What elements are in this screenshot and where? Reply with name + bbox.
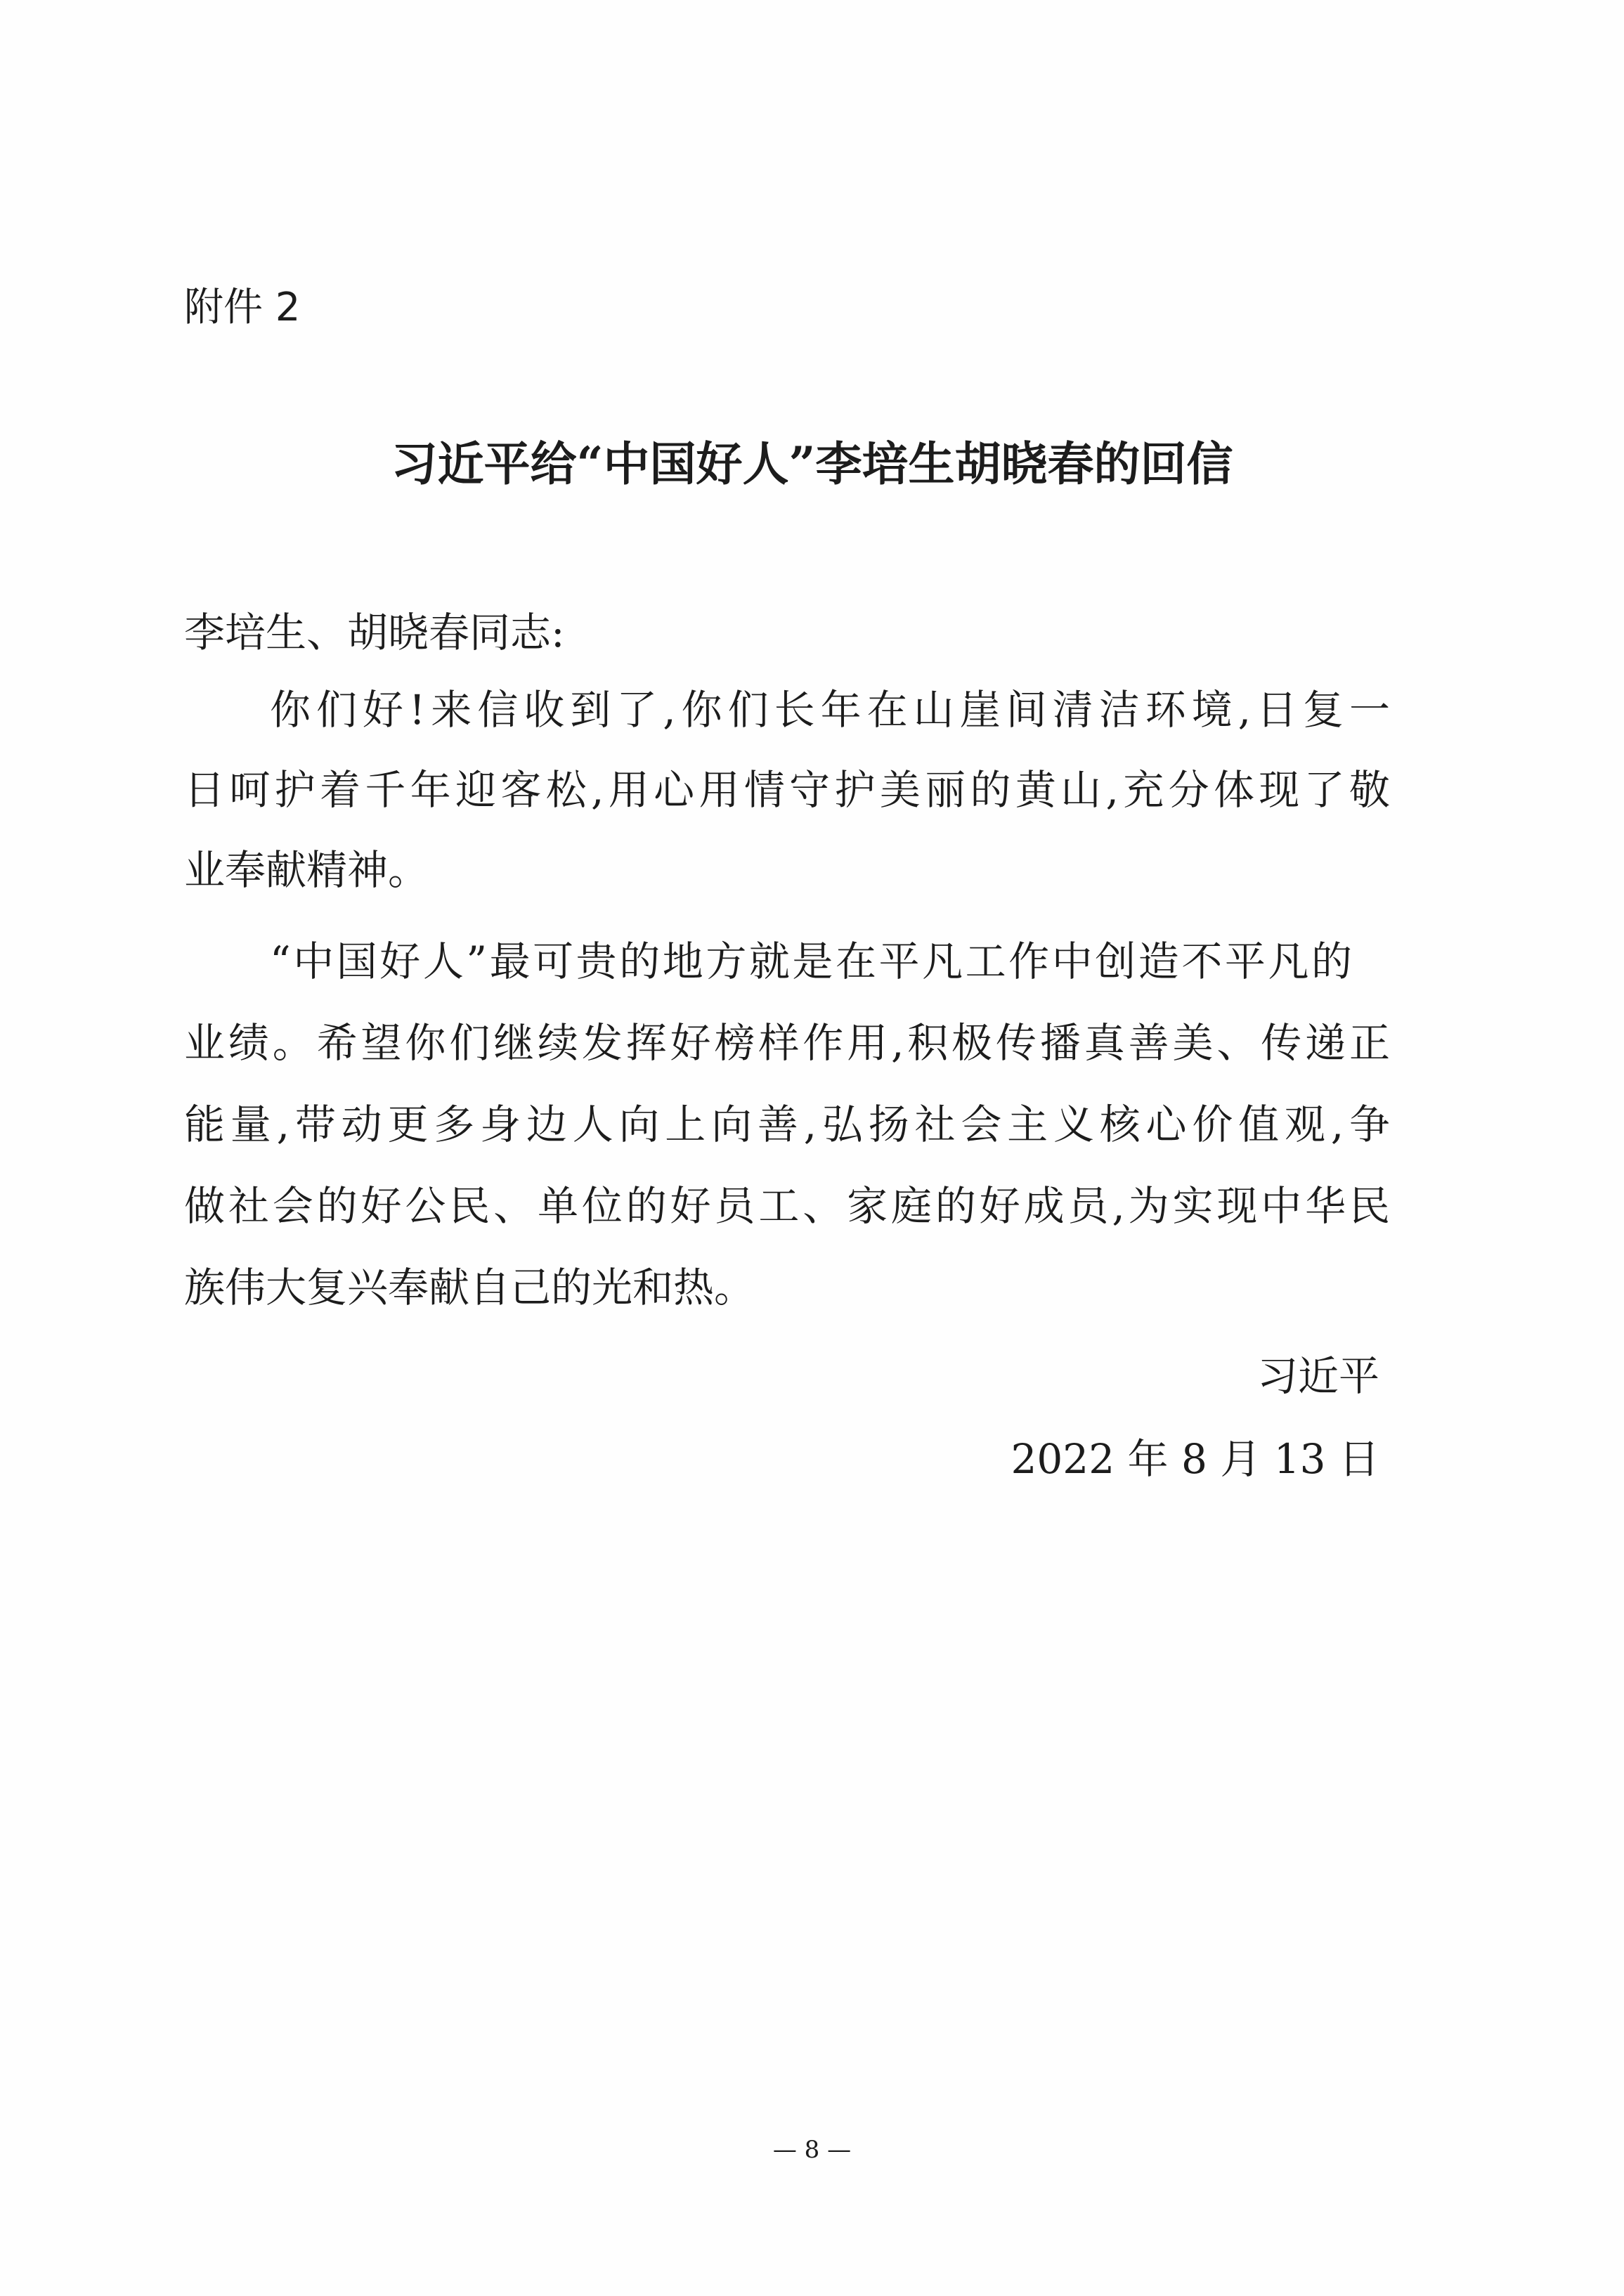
paragraph-2-line: 族伟大复兴奉献自己的光和热。 <box>184 1264 755 1311</box>
paragraph-2-line: “中国好人”最可贵的地方就是在平凡工作中创造不平凡的 <box>270 938 1352 985</box>
page-number: — 8 — <box>772 2136 852 2164</box>
document-title: 习近平给“中国好人”李培生胡晓春的回信 <box>391 436 1233 491</box>
paragraph-1-line: 你们好!来信收到了,你们长年在山崖间清洁环境,日复一 <box>270 686 1390 734</box>
signature-name: 习近平 <box>1256 1352 1379 1400</box>
paragraph-1-line: 业奉献精神。 <box>184 846 429 894</box>
salutation: 李培生、胡晓春同志: <box>184 609 565 656</box>
paragraph-1-line: 日呵护着千年迎客松,用心用情守护美丽的黄山,充分体现了敬 <box>184 766 1390 814</box>
attachment-label: 附件 2 <box>184 285 301 330</box>
signature-date: 2022 年 8 月 13 日 <box>1011 1435 1379 1483</box>
paragraph-2-line: 做社会的好公民、单位的好员工、家庭的好成员,为实现中华民 <box>184 1182 1390 1230</box>
paragraph-2-line: 能量,带动更多身边人向上向善,弘扬社会主义核心价值观,争 <box>184 1101 1390 1148</box>
paragraph-2-line: 业绩。希望你们继续发挥好榜样作用,积极传播真善美、传递正 <box>184 1019 1390 1067</box>
